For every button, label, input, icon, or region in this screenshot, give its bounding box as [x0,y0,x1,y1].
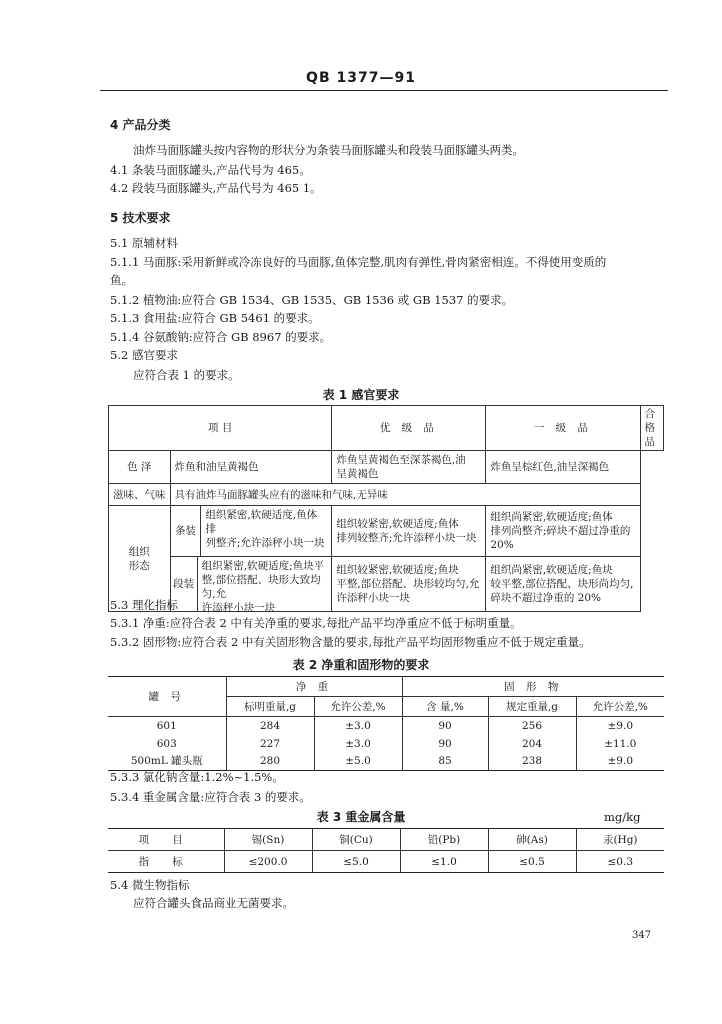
page-number: 347 [632,930,652,941]
cell: ±9.0 [576,717,664,735]
table-row [108,753,664,771]
cell: 284 [226,717,314,735]
value-hg: ≤0.3 [576,851,664,873]
seg-qualified-l1: 组织尚紧密,软硬适度;鱼块 [490,564,613,576]
table-row [108,735,664,753]
strip-first-l1: 组织较紧密,软硬适度;鱼体 [336,518,459,530]
standard-header: QB 1377—91 [306,70,416,86]
section-5-3-4: 5.3.4 重金属含量:应符合表 3 的要求。 [110,790,311,804]
cell: 85 [402,753,488,771]
seg-superior-l3: 许添秤小块一块 [201,602,276,614]
row-label-color: 色 泽 [109,451,171,484]
header-sn: 锡(Sn) [224,829,312,851]
can-601: 601 [108,717,226,735]
header-can: 罐 号 [108,677,226,717]
cell: 204 [488,735,576,753]
seg-qualified-l3: 碎块不超过净重的 20% [490,592,602,604]
section-5-3: 5.3 理化指标 [110,598,178,612]
section-5-3-1: 5.3.1 净重:应符合表 2 中有关净重的要求,每批产品平均净重应不低于标明重量。 [110,616,522,630]
color-first-l2: 呈黄褐色 [336,468,379,480]
col-header-superior: 优 级 品 [332,406,486,451]
form-label-2: 形态 [128,559,150,572]
can-500ml-jar: 500mL 罐头瓶 [108,753,226,771]
section-5-3-3: 5.3.3 氯化钠含量:1.2%~1.5%。 [110,770,284,784]
sub-header-spec: 规定重量,g [488,697,576,717]
section-5-1-2: 5.1.2 植物油:应符合 GB 1534、GB 1535、GB 1536 或 GB 1537 的要求。 [110,293,514,307]
row-label-form [109,506,171,612]
header-cu: 铜(Cu) [312,829,400,851]
strip-first [332,506,486,557]
row-label-taste: 滋味、气味 [109,484,171,506]
header-rule [100,90,668,91]
value-as: ≤0.5 [488,851,576,873]
strip-qualified [486,506,640,557]
color-first [332,451,486,484]
sub-header-solid-tol: 允许公差,% [576,697,664,717]
section-5-2-paragraph: 应符合表 1 的要求。 [133,368,240,382]
section-4-heading: 4 产品分类 [110,118,171,132]
value-pb: ≤1.0 [400,851,488,873]
section-5-1: 5.1 原辅材料 [110,236,178,250]
strip-superior [170,506,332,557]
cell: ±3.0 [314,717,402,735]
seg-superior-l2: 整,部位搭配、块形大致均匀,允 [201,574,321,600]
cell: 280 [226,753,314,771]
color-qualified: 炸鱼呈棕红色,油呈深褐色 [486,451,640,484]
section-4-paragraph: 油炸马面豚罐头按内容物的形状分为条装马面豚罐头和段装马面豚罐头两类。 [133,143,524,157]
taste-text: 具有油炸马面豚罐头应有的滋味和气味,无异味 [170,484,640,506]
col-header-qualified: 合 格 品 [640,406,664,451]
header-item: 项 目 [108,829,224,851]
section-5-1-4: 5.1.4 谷氨酸钠:应符合 GB 8967 的要求。 [110,330,332,344]
cell: 90 [402,717,488,735]
strip-superior-l1: 组织紧密,软硬适度,鱼体排 [205,509,318,535]
section-5-heading: 5 技术要求 [110,211,171,225]
header-pb: 铅(Pb) [400,829,488,851]
col-header-item: 项 目 [109,406,332,451]
strip-qualified-l2: 排列尚整齐;碎块不超过净重的 [490,525,631,537]
table-row [108,851,664,873]
table-3-caption: 表 3 重金属含量 [316,810,406,824]
sensory-table [108,405,664,612]
seg-superior [170,557,332,612]
section-5-1-1: 5.1.1 马面豚:采用新鲜或冷冻良好的马面豚,鱼体完整,肌肉有弹性,骨肉紧密相连。不得使用变质的 [110,255,607,269]
cell: 256 [488,717,576,735]
form-label-1: 组织 [128,545,150,558]
section-5-1-3: 5.1.3 食用盐:应符合 GB 5461 的要求。 [110,311,320,325]
header-as: 砷(As) [488,829,576,851]
seg-first-l1: 组织较紧密,软硬适度;鱼块 [336,564,459,576]
can-603: 603 [108,735,226,753]
table-2-caption: 表 2 净重和固形物的要求 [292,658,430,672]
seg-superior-l1: 组织紧密,软硬适度;鱼块平 [201,560,325,572]
section-5-3-2: 5.3.2 固形物:应符合表 2 中有关固形物含量的要求,每批产品平均固形物重应不低于规定重量。 [110,635,591,649]
strip-qualified-l1: 组织尚紧密,软硬适度;鱼体 [490,511,613,523]
value-cu: ≤5.0 [312,851,400,873]
col-header-first: 一 级 品 [486,406,640,451]
strip-first-l2: 排列较整齐;允许添秤小块一块 [336,532,477,544]
seg-label: 段装 [171,557,198,611]
table-3-unit: mg/kg [604,810,641,824]
seg-first-l3: 许添秤小块一块 [336,592,410,604]
heavy-metal-table [108,828,664,873]
table-1-caption: 表 1 感官要求 [322,388,400,402]
section-5-2: 5.2 感官要求 [110,348,178,362]
header-solids: 固 形 物 [402,677,664,697]
cell: 238 [488,753,576,771]
net-weight-table [108,676,664,771]
seg-first [332,557,486,612]
section-5-4: 5.4 微生物指标 [110,878,190,892]
cell: 90 [402,735,488,753]
strip-label: 条装 [171,506,202,556]
section-5-1-1-cont: 鱼。 [110,273,133,287]
sub-header-content: 含 量,% [402,697,488,717]
header-hg: 汞(Hg) [576,829,664,851]
cell: ±3.0 [314,735,402,753]
cell: ±9.0 [576,753,664,771]
header-net-weight: 净 重 [226,677,402,697]
cell: 227 [226,735,314,753]
section-4-2: 4.2 段装马面豚罐头,产品代号为 465 1。 [110,181,322,195]
seg-qualified [486,557,640,612]
section-5-4-paragraph: 应符合罐头食品商业无菌要求。 [133,896,294,910]
row-label-limit: 指 标 [108,851,224,873]
cell: ±5.0 [314,753,402,771]
cell: ±11.0 [576,735,664,753]
strip-qualified-l3: 20% [490,539,514,551]
table-row [108,717,664,735]
sub-header-net-tol: 允许公差,% [314,697,402,717]
value-sn: ≤200.0 [224,851,312,873]
sub-header-net: 标明重量,g [226,697,314,717]
strip-superior-l2: 列整齐;允许添秤小块一块 [205,537,325,549]
section-4-1: 4.1 条装马面豚罐头,产品代号为 465。 [110,163,311,177]
color-superior: 炸鱼和油呈黄褐色 [170,451,332,484]
color-first-l1: 炸鱼呈黄褐色至深茶褐色,油 [336,454,466,466]
seg-first-l2: 平整,部位搭配、块形较均匀,允 [336,578,480,590]
seg-qualified-l2: 较平整,部位搭配、块形尚均匀, [490,578,634,590]
